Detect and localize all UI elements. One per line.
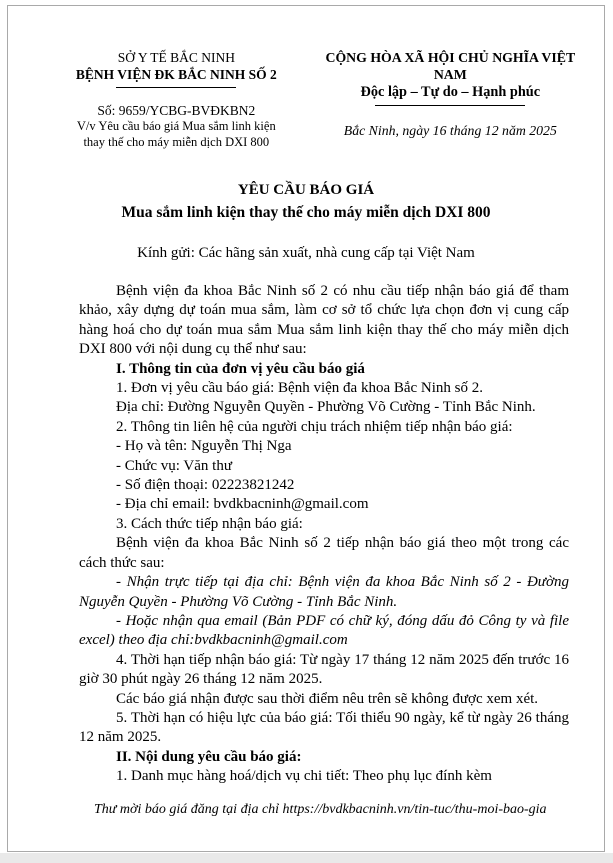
body-paragraph: 5. Thời hạn có hiệu lực của báo giá: Tối thiểu 90 ngày, kể từ ngày 26 tháng 12 năm 2025. [79,709,569,746]
body-paragraph: Địa chỉ: Đường Nguyễn Quyền - Phường Võ Cường - Tỉnh Bắc Ninh. [116,399,536,416]
document-title: YÊU CẦU BÁO GIÁ [237,182,375,198]
body-paragraph: - Hoặc nhận qua email (Bản PDF có chữ ký, đóng dấu đỏ Công ty và file excel) theo địa chỉ:bvdkbacninh@gmail.com [79,612,569,649]
body-paragraph: Bệnh viện đa khoa Bắc Ninh số 2 tiếp nhận báo giá theo một trong các cách thức sau: [79,535,569,571]
document-body [79,282,569,787]
issuer-divider [116,87,236,88]
motto-divider [375,105,525,106]
document-page [7,5,605,852]
page-gap-strip [0,853,613,863]
parent-organization-name: SỞ Y TẾ BẮC NINH [117,50,235,65]
body-paragraph: - Nhận trực tiếp tại địa chỉ: Bệnh viện đa khoa Bắc Ninh số 2 - Đường Nguyễn Quyền - Phường Võ Cường - Tỉnh Bắc Ninh. [79,574,569,610]
body-paragraph: I. Thông tin của đơn vị yêu cầu báo giá [116,360,365,377]
national-motto-block [317,49,584,150]
document-subtitle: Mua sắm linh kiện thay thế cho máy miễn dịch DXI 800 [121,204,491,221]
issuer-block [36,49,317,150]
document-number: Số: 9659/YCBG-BVĐKBN2 [97,103,256,118]
footer-note: Thư mời báo giá đăng tại địa chỉ https://bvdkbacninh.vn/tin-tuc/thu-moi-bao-gia [94,801,547,817]
body-paragraph: 1. Danh mục hàng hoá/dịch vụ chi tiết: Theo phụ lục đính kèm [116,768,492,785]
body-paragraph: Bệnh viện đa khoa Bắc Ninh số 2 có nhu cầu tiếp nhận báo giá để tham khảo, xây dựng dự toán mua sắm, làm cơ sở tổ chức lựa chọn đơn vị cung cấp hàng hoá cho dự toán mua sắm Mua sắm linh kiện thay thế cho máy miễn dịch DXI 800 với nội dung cụ thể như sau: [79,283,569,358]
organization-name: BỆNH VIỆN ĐK BẮC NINH SỐ 2 [75,67,277,82]
body-paragraph: II. Nội dung yêu cầu báo giá: [116,748,302,765]
document-subject: V/v Yêu cầu báo giá Mua sắm linh kiện thay thế cho máy miễn dịch DXI 800 [76,119,276,149]
body-paragraph: 3. Cách thức tiếp nhận báo giá: [116,515,303,532]
body-paragraph: - Họ và tên: Nguyễn Thị Nga [116,438,292,455]
body-paragraph: Các báo giá nhận được sau thời điểm nêu trên sẽ không được xem xét. [116,690,539,707]
body-paragraph: - Địa chỉ email: bvdkbacninh@gmail.com [116,496,369,513]
national-name: CỘNG HÒA XÃ HỘI CHỦ NGHĨA VIỆT NAM [325,50,576,82]
body-paragraph: 1. Đơn vị yêu cầu báo giá: Bệnh viện đa khoa Bắc Ninh số 2. [116,380,484,397]
body-paragraph: 4. Thời hạn tiếp nhận báo giá: Từ ngày 17 tháng 12 năm 2025 đến trước 16 giờ 30 phút ngày 26 tháng 12 năm 2025. [79,651,569,688]
body-paragraph: - Chức vụ: Văn thư [116,457,232,474]
place-and-date: Bắc Ninh, ngày 16 tháng 12 năm 2025 [343,123,557,138]
body-paragraph: - Số điện thoại: 02223821242 [116,477,295,494]
national-motto: Độc lập – Tự do – Hạnh phúc [360,84,541,100]
document-header [8,49,604,150]
body-paragraph: 2. Thông tin liên hệ của người chịu trách nhiệm tiếp nhận báo giá: [116,418,513,435]
salutation-line: Kính gửi: Các hãng sản xuất, nhà cung cấp tại Việt Nam [137,245,475,261]
